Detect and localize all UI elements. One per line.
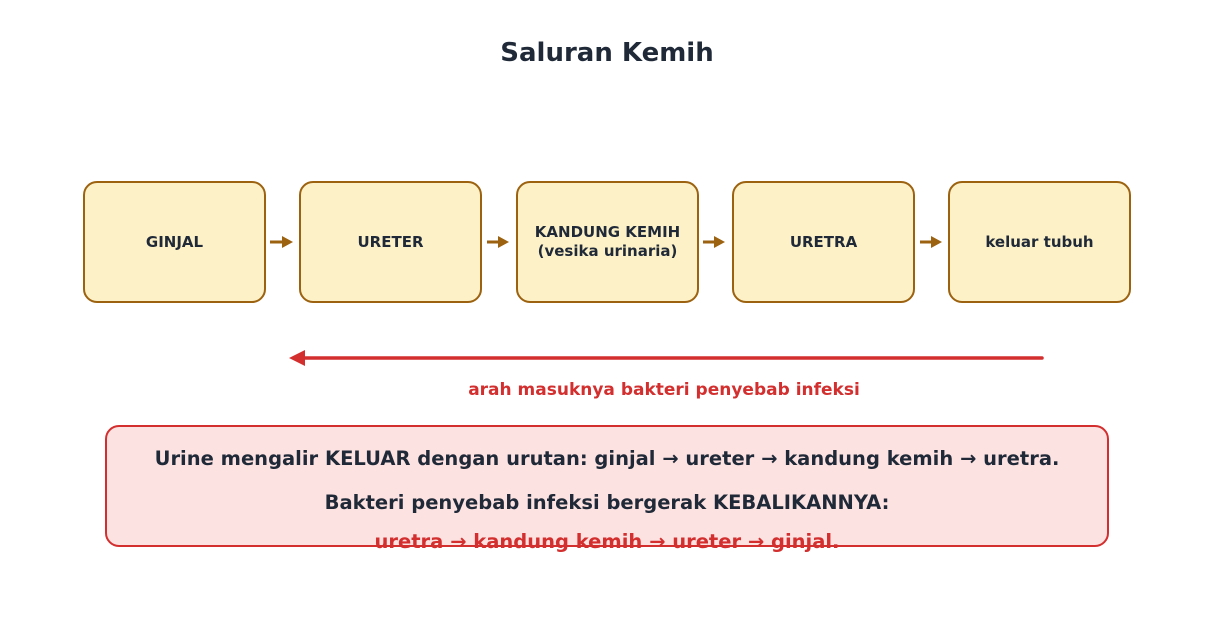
infection-arrow <box>289 350 1042 366</box>
flow-arrow-3 <box>703 236 725 248</box>
node-kandung-kemih-label: KANDUNG KEMIH <box>534 223 681 241</box>
flow-arrow-2 <box>487 236 509 248</box>
node-ureter-label: URETER <box>357 232 424 251</box>
infection-arrow-label: arah masuknya bakteri penyebab infeksi <box>468 380 860 400</box>
flow-arrow-1 <box>270 236 293 248</box>
node-uretra-label: URETRA <box>789 232 858 251</box>
node-keluar-tubuh-label: keluar tubuh <box>985 232 1094 251</box>
node-ginjal-label: GINJAL <box>145 232 204 251</box>
flow-arrow-4 <box>920 236 942 248</box>
explanation-line-3: uretra → kandung kemih → ureter → ginjal. <box>374 530 840 553</box>
explanation-box <box>105 425 1109 553</box>
node-kandung-kemih-sublabel: (vesika urinaria) <box>537 242 678 260</box>
diagram-title: Saluran Kemih <box>500 38 714 68</box>
explanation-line-1: Urine mengalir KELUAR dengan urutan: ginjal → ureter → kandung kemih → uretra. <box>154 447 1060 470</box>
explanation-line-2: Bakteri penyebab infeksi bergerak KEBALIKANNYA: <box>324 491 890 514</box>
